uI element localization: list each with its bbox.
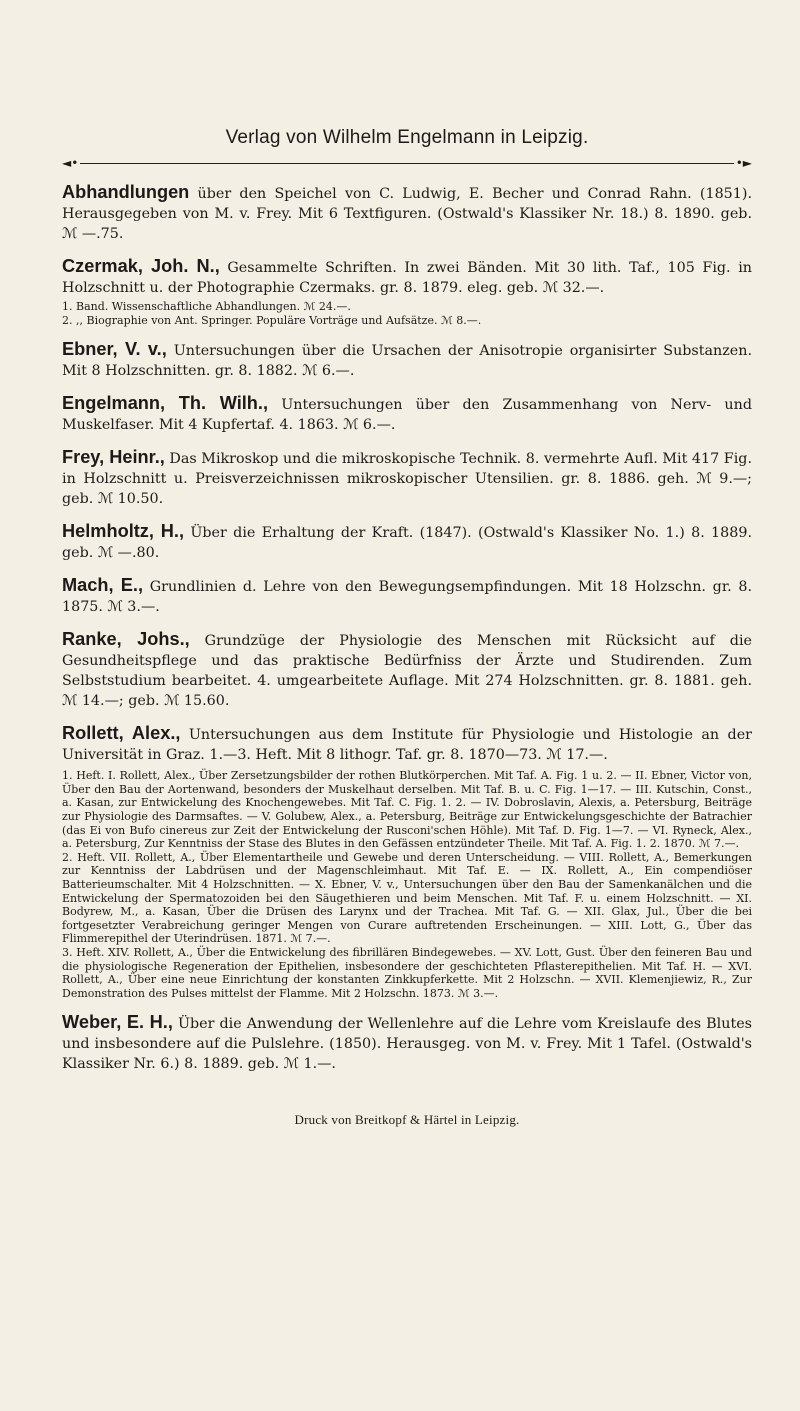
entry-title: Gesammelte Schriften. In zwei Bänden. Mit 30 lith. Taf., 105 Fig. in Holzschnitt u. der Photographie Czermaks. gr. 8. 1879. eleg. geb. ℳ 32.—. [62, 260, 752, 296]
entry-text [62, 256, 752, 298]
entry-text [62, 1012, 752, 1074]
entry-author: Helmholtz, H., [62, 521, 185, 542]
entry-text [62, 723, 752, 765]
entry-text [62, 182, 752, 244]
entry-engelmann [62, 393, 752, 435]
publisher-heading: Verlag von Wilhelm Engelmann in Leipzig. [225, 127, 589, 148]
entry-text [62, 393, 752, 435]
entry-ebner [62, 339, 752, 381]
entry-author: Engelmann, Th. Wilh., [62, 393, 269, 414]
heft-list [62, 769, 752, 1000]
ornament-right-arrow: •► [735, 156, 752, 170]
entry-author: Mach, E., [62, 575, 144, 596]
entry-ranke [62, 629, 752, 711]
page [62, 0, 752, 1128]
entry-text [62, 629, 752, 711]
entry-title: Grundzüge der Physiologie des Menschen mit Rücksicht auf die Gesundheitspflege und das praktische Bedürfniss der Ärzte und Studirenden. Zum Selbststudium bearbeitet. 4. umgearbeitete Auflage. Mit 274 Holzschnitten. gr. 8. 1881. geh. ℳ 14.—; geb. ℳ 15.60. [62, 633, 752, 710]
entry-text [62, 447, 752, 509]
volume-item: 2. ,, Biographie von Ant. Springer. Populäre Vorträge und Aufsätze. ℳ 8.—. [62, 313, 482, 327]
entry-weber [62, 1012, 752, 1074]
entry-title: Das Mikroskop und die mikroskopische Technik. 8. vermehrte Aufl. Mit 417 Fig. in Holzschnitt u. Preisverzeichnissen mikroskopischer Utensilien. gr. 8. 1886. geh. ℳ 9.—; geb. ℳ 10.50. [62, 451, 752, 508]
volume-list [62, 300, 752, 327]
entry-author: Abhandlungen [62, 182, 190, 202]
ornament-left-arrow: ◄• [62, 156, 79, 170]
printer-imprint: Druck von Breitkopf & Härtel in Leipzig. [294, 1112, 520, 1128]
entry-author: Ebner, V. v., [62, 339, 167, 360]
heft-item: 3. Heft. XIV. Rollett, A., Über die Entwickelung des fibrillären Bindegewebes. — XV. Lott, Gust. Über den feineren Bau und die physiologische Regeneration der Epithelien, insbesondere der geschichteten Pflasterepithelien. Mit Taf. H. — XVI. Rollett, A., Über eine neue Einrichtung der konstanten Zinkkupferkette. Mit 2 Holzschn. — XVII. Klemenjiewiz, R., Zur Demonstration des Pulses mittelst der Flamme. Mit 2 Holzschn. 1873. ℳ 3.—. [62, 945, 752, 1000]
entry-rollett [62, 723, 752, 1000]
entry-author: Rollett, Alex., [62, 723, 181, 744]
entry-title: Über die Anwendung der Wellenlehre auf die Lehre vom Kreislaufe des Blutes und insbesondere auf die Pulslehre. (1850). Herausgeg. von M. v. Frey. Mit 1 Tafel. (Ostwald's Klassiker Nr. 6.) 8. 1889. geb. ℳ 1.—. [62, 1016, 752, 1073]
ornament-line [80, 163, 734, 164]
entry-czermak [62, 256, 752, 327]
entry-title: Untersuchungen über den Zusammenhang von Nerv- und Muskelfaser. Mit 4 Kupfertaf. 4. 1863. ℳ 6.—. [62, 397, 752, 434]
entry-text [62, 521, 752, 563]
entry-mach [62, 575, 752, 617]
entry-text [62, 575, 752, 617]
entry-author: Weber, E. H., [62, 1012, 173, 1033]
entry-title: Untersuchungen über die Ursachen der Anisotropie organisirter Substanzen. Mit 8 Holzschnitten. gr. 8. 1882. ℳ 6.—. [62, 343, 752, 380]
entry-title: über den Speichel von C. Ludwig, E. Becher und Conrad Rahn. (1851). Herausgegeben von M. v. Frey. Mit 6 Textfiguren. (Ostwald's Klassiker Nr. 18.) 8. 1890. geb. ℳ —.75. [62, 186, 752, 242]
entry-helmholtz [62, 521, 752, 563]
entry-title: Untersuchungen aus dem Institute für Physiologie und Histologie an der Universität in Graz. 1.—3. Heft. Mit 8 lithogr. Taf. gr. 8. 1870—73. ℳ 17.—. [62, 727, 752, 764]
entry-frey [62, 447, 752, 509]
heft-item: 1. Heft. I. Rollett, Alex., Über Zersetzungsbilder der rothen Blutkörperchen. Mit Taf. A. Fig. 1 u. 2. — II. Ebner, Victor von, Über den Bau der Aortenwand, besonders der Muskelhaut derselben. Mit Taf. B. u. C. Fig. 1—17. — III. Kutschin, Const., a. Kasan, zur Entwickelung des Knochengewebes. Mit Taf. C. Fig. 1. 2. — IV. Dobroslavin, Alexis, a. Petersburg, Beiträge zur Physiologie des Darmsaftes. — V. Golubew, Alex., a. Petersburg, Beiträge zur Entwickelungsgeschichte der Batrachier (das Ei von Bufo cinereus zur Zeit der Entwickelung der Rusconi'schen Höhle). Mit Taf. D. Fig. 1—7. — VI. Ryneck, Alex., a. Petersburg, Zur Kenntniss der Stase des Blutes in den Gefässen entzündeter Theile. Mit Taf. A. Fig. 1. 2. 1870. ℳ 7.—. [62, 769, 752, 851]
entry-text [62, 339, 752, 381]
heft-item: 2. Heft. VII. Rollett, A., Über Elementartheile und Gewebe und deren Unterscheidung. — VIII. Rollett, A., Bemerkungen zur Kenntniss der Labdrüsen und der Magenschleimhaut. Mit Taf. E. — IX. Rollett, A., Ein compendiöser Batterieumschalter. Mit 4 Holzschnitten. — X. Ebner, V. v., Untersuchungen über den Bau der Samenkanälchen und die Entwickelung der Spermatozoiden bei den Säugethieren und beim Menschen. Mit Taf. F. u. einem Holzschnitt. — XI. Bodyrew, M., a. Kasan, Über die Drüsen des Larynx und der Trachea. Mit Taf. G. — XII. Glax, Jul., Über die bei fortgesetzter Verabreichung geringer Mengen von Curare auftretenden Erscheinungen. — XIII. Lott, G., Über das Flimmerepithel der Uterindrüsen. 1871. ℳ 7.—. [62, 850, 752, 946]
volume-item: 1. Band. Wissenschaftliche Abhandlungen. ℳ 24.—. [62, 300, 351, 313]
entry-title: Grundlinien d. Lehre von den Bewegungsempfindungen. Mit 18 Holzschn. gr. 8. 1875. ℳ 3.—. [62, 579, 752, 616]
entry-speichel [62, 182, 752, 244]
ornament-rule [62, 158, 752, 170]
entry-author: Czermak, Joh. N., [62, 256, 220, 276]
entry-author: Ranke, Johs., [62, 629, 190, 650]
entry-author: Frey, Heinr., [62, 447, 165, 468]
entry-title: Über die Erhaltung der Kraft. (1847). (Ostwald's Klassiker No. 1.) 8. 1889. geb. ℳ —.80. [62, 525, 752, 562]
